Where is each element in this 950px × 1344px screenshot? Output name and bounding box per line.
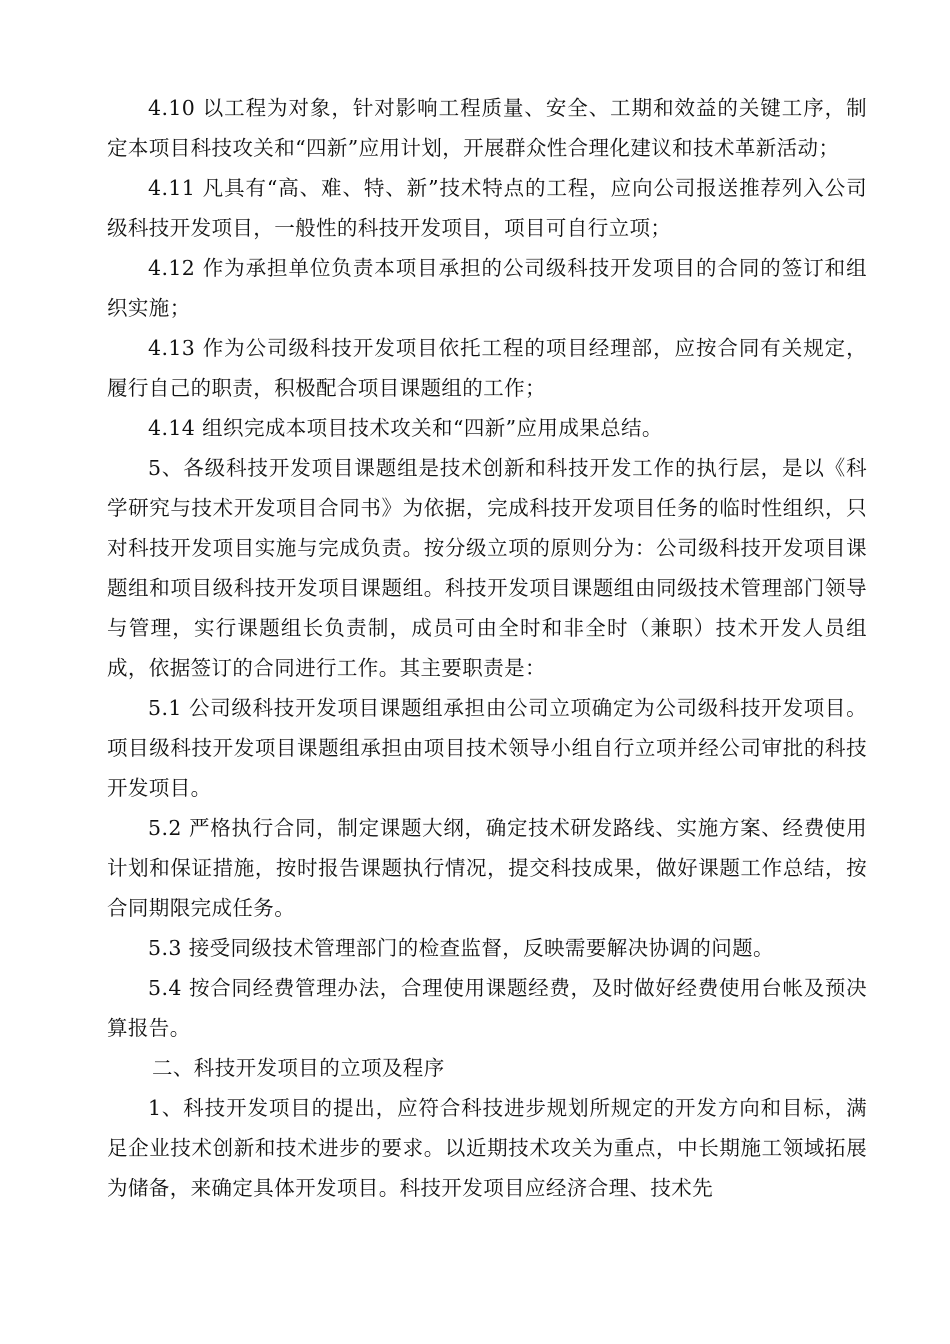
paragraph-1: 1、科技开发项目的提出，应符合科技进步规划所规定的开发方向和目标，满足企业技术创新和技术进步的要求。以近期技术攻关为重点，中长期施工领域拓展为储备，来确定具体开发项目。科技开发项目应经济合理、技术先 [107,1096,867,1200]
paragraph-5-3: 5.3 接受同级技术管理部门的检查监督，反映需要解决协调的问题。 [148,936,774,960]
paragraph-5-2: 5.2 严格执行合同，制定课题大纲，确定技术研发路线、实施方案、经费使用计划和保证措施，按时报告课题执行情况，提交科技成果，做好课题工作总结，按合同期限完成任务。 [107,816,867,920]
section-heading-2: 二、科技开发项目的立项及程序 [152,1056,445,1080]
paragraph-4-10: 4.10 以工程为对象，针对影响工程质量、安全、工期和效益的关键工序，制定本项目科技攻关和“四新”应用计划，开展群众性合理化建议和技术革新活动； [107,96,867,160]
paragraph-4-11: 4.11 凡具有“高、难、特、新”技术特点的工程，应向公司报送推荐列入公司级科技开发项目，一般性的科技开发项目，项目可自行立项； [107,176,867,240]
paragraph-5-4: 5.4 按合同经费管理办法，合理使用课题经费，及时做好经费使用台帐及预决算报告。 [107,976,867,1040]
paragraph-5-1: 5.1 公司级科技开发项目课题组承担由公司立项确定为公司级科技开发项目。项目级科技开发项目课题组承担由项目技术领导小组自行立项并经公司审批的科技开发项目。 [107,696,867,800]
document-body [107,88,867,1208]
paragraph-5: 5、各级科技开发项目课题组是技术创新和科技开发工作的执行层，是以《科学研究与技术开发项目合同书》为依据，完成科技开发项目任务的临时性组织，只对科技开发项目实施与完成负责。按分级立项的原则分为：公司级科技开发项目课题组和项目级科技开发项目课题组。科技开发项目课题组由同级技术管理部门领导与管理，实行课题组长负责制，成员可由全时和非全时（兼职）技术开发人员组成，依据签订的合同进行工作。其主要职责是： [107,456,867,680]
paragraph-4-12: 4.12 作为承担单位负责本项目承担的公司级科技开发项目的合同的签订和组织实施； [107,256,867,320]
paragraph-4-14: 4.14 组织完成本项目技术攻关和“四新”应用成果总结。 [148,416,663,440]
paragraph-4-13: 4.13 作为公司级科技开发项目依托工程的项目经理部，应按合同有关规定，履行自己的职责，积极配合项目课题组的工作； [107,336,867,400]
